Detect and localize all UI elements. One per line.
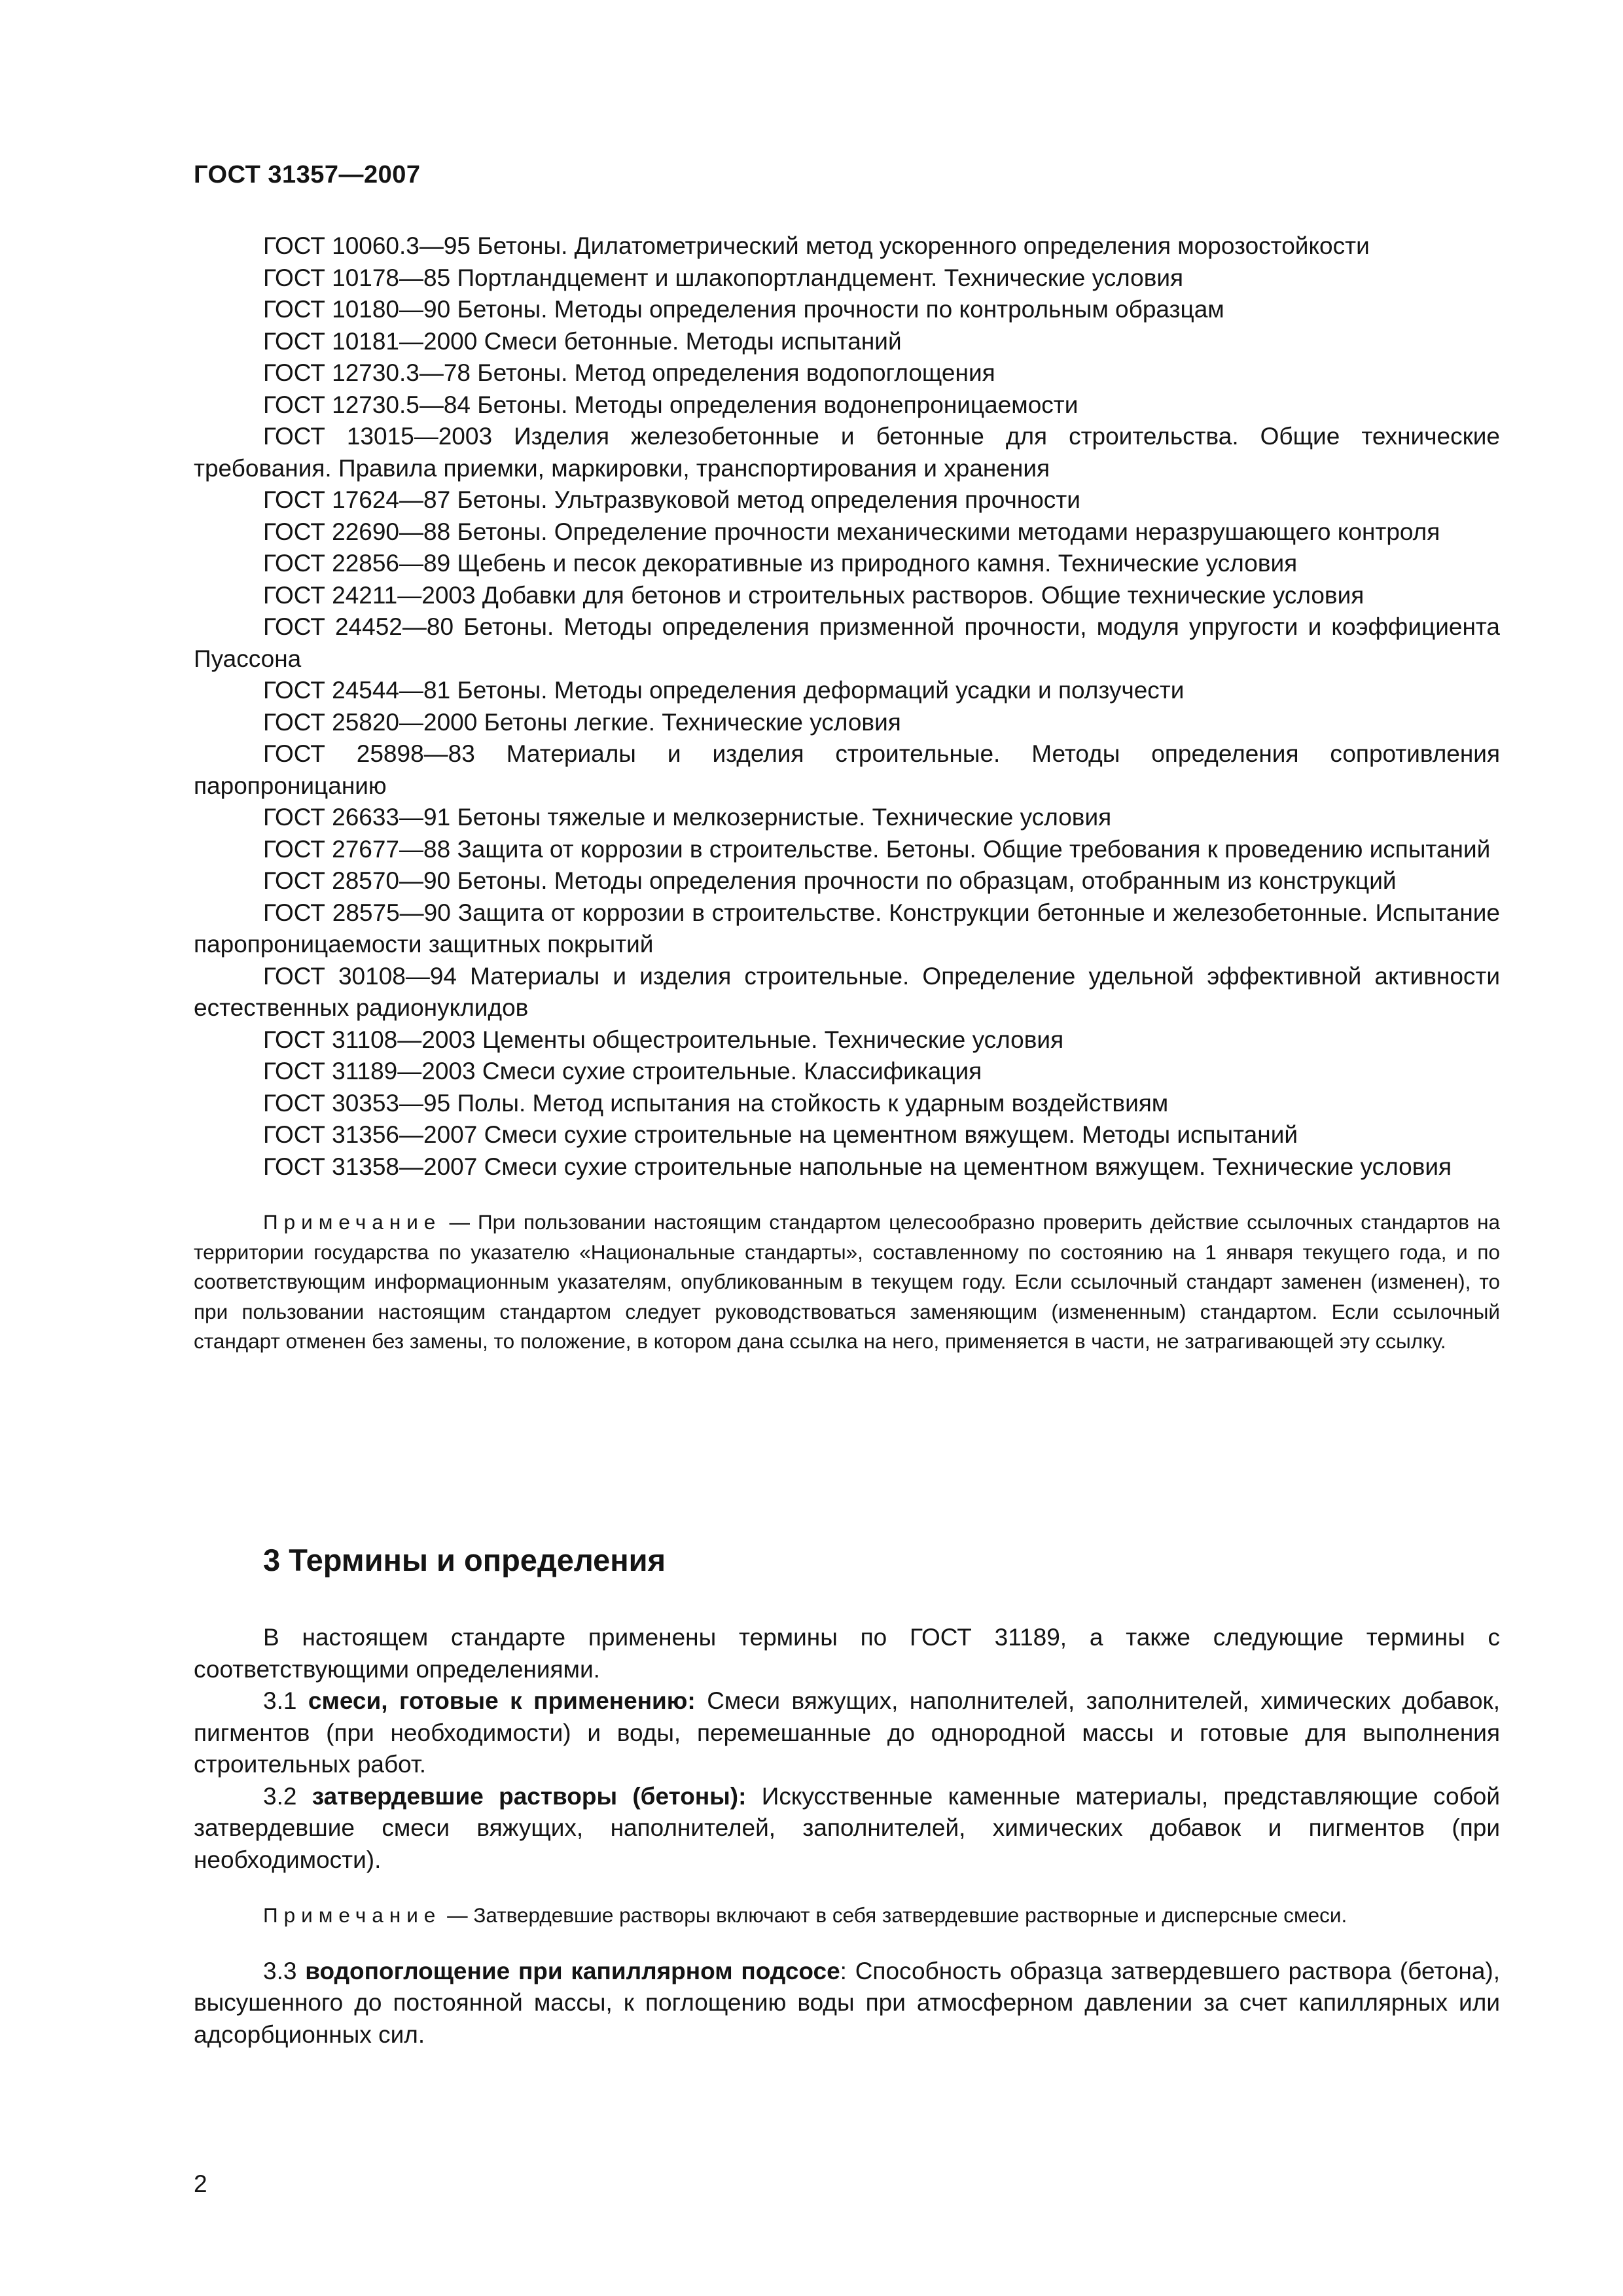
section-terms-body [194, 1622, 1500, 2051]
reference-item [194, 421, 1500, 484]
term-number: 3.3 [263, 1957, 297, 1984]
reference-code: ГОСТ 24211—2003 [263, 581, 476, 609]
normative-references-list [194, 230, 1500, 1357]
reference-item [194, 865, 1500, 897]
reference-item [194, 548, 1500, 580]
reference-title: Изделия железобетонные и бетонные для строительства. Общие технические требования. Правила приемки, маркировки, транспортирования и хранения [194, 423, 1500, 482]
term-note [194, 1901, 1500, 1931]
reference-title: Смеси сухие строительные на цементном вяжущем. Методы испытаний [484, 1121, 1298, 1148]
reference-title: Бетоны. Методы определения прочности по контрольным образцам [457, 296, 1224, 323]
reference-code: ГОСТ 25820—2000 [263, 708, 478, 736]
page-number: 2 [194, 2170, 207, 2197]
reference-title: Защита от коррозии в строительстве. Бетоны. Общие требования к проведению испытаний [457, 835, 1491, 863]
reference-code: ГОСТ 10180—90 [263, 296, 451, 323]
note-text: — Затвердевшие растворы включают в себя затвердевшие растворные и дисперсные смеси. [447, 1903, 1347, 1927]
reference-item [194, 357, 1500, 389]
term-definition [194, 1685, 1500, 1781]
reference-code: ГОСТ 25898—83 [263, 740, 475, 767]
term-text: : Способность образца затвердевшего раствора (бетона), высушенного до постоянной массы, к поглощению воды при атмосферном давлении за счет капиллярных или адсорбционных сил. [194, 1957, 1501, 2048]
reference-code: ГОСТ 13015—2003 [263, 423, 493, 450]
term-definition [194, 1956, 1500, 2051]
reference-title: Смеси сухие строительные. Классификация [482, 1058, 982, 1085]
term-definition [194, 1781, 1500, 1876]
reference-item [194, 1151, 1500, 1183]
reference-title: Смеси сухие строительные напольные на цементном вяжущем. Технические условия [484, 1153, 1452, 1180]
reference-title: Портландцемент и шлакопортландцемент. Технические условия [457, 264, 1184, 291]
term-name: затвердевшие растворы (бетоны): [312, 1782, 747, 1810]
reference-title: Бетоны легкие. Технические условия [484, 708, 901, 736]
section-intro: В настоящем стандарте применены термины по ГОСТ 31189, а также следующие термины с соответствующими определениями. [194, 1624, 1500, 1683]
reference-code: ГОСТ 17624—87 [263, 486, 451, 513]
references-note [194, 1208, 1500, 1357]
reference-item [194, 611, 1500, 675]
reference-item [194, 961, 1500, 1024]
reference-code: ГОСТ 31108—2003 [263, 1026, 476, 1053]
term-number: 3.2 [263, 1782, 297, 1810]
reference-item [194, 389, 1500, 422]
reference-title: Бетоны. Ультразвуковой метод определения прочности [457, 486, 1080, 513]
reference-code: ГОСТ 27677—88 [263, 835, 451, 863]
note-label: Примечание [263, 1903, 442, 1927]
reference-title: Защита от коррозии в строительстве. Конструкции бетонные и железобетонные. Испытание паропроницаемости защитных покрытий [194, 899, 1501, 958]
reference-item [194, 834, 1500, 866]
reference-title: Бетоны. Метод определения водопоглощения [477, 359, 995, 386]
reference-item [194, 802, 1500, 834]
reference-code: ГОСТ 26633—91 [263, 804, 451, 831]
reference-code: ГОСТ 10060.3—95 [263, 232, 471, 259]
reference-code: ГОСТ 28575—90 [263, 899, 451, 926]
reference-item [194, 326, 1500, 358]
reference-code: ГОСТ 31358—2007 [263, 1153, 478, 1180]
reference-item [194, 707, 1500, 739]
reference-item [194, 294, 1500, 326]
reference-code: ГОСТ 24544—81 [263, 677, 451, 704]
reference-code: ГОСТ 30353—95 [263, 1089, 451, 1117]
reference-title: Бетоны. Методы определения водонепроницаемости [477, 391, 1079, 418]
reference-item [194, 262, 1500, 295]
reference-title: Бетоны. Дилатометрический метод ускоренного определения морозостойкости [477, 232, 1370, 259]
reference-title: Бетоны. Методы определения деформаций усадки и ползучести [457, 677, 1185, 704]
reference-code: ГОСТ 10181—2000 [263, 327, 478, 355]
document-code-header: ГОСТ 31357—2007 [194, 161, 421, 188]
reference-code: ГОСТ 28570—90 [263, 867, 451, 894]
reference-item [194, 1056, 1500, 1088]
reference-title: Бетоны. Методы определения прочности по образцам, отобранным из конструкций [457, 867, 1397, 894]
reference-code: ГОСТ 12730.5—84 [263, 391, 471, 418]
reference-item [194, 1024, 1500, 1056]
reference-title: Цементы общестроительные. Технические условия [482, 1026, 1064, 1053]
note-text: — При пользовании настоящим стандартом целесообразно проверить действие ссылочных стандартов на территории государства по указателю «Национальные стандарты», составленному по состоянию на 1 января текущего года, и по соответствующим информационным указателям, опубликованным в текущем году. Если ссылочный стандарт заменен (изменен), то при пользовании настоящим стандартом следует руководствоваться заменяющим (измененным) стандартом. Если ссылочный стандарт отменен без замены, то положение, в котором дана ссылка на него, применяется в части, не затрагивающей эту ссылку. [194, 1210, 1500, 1353]
reference-title: Щебень и песок декоративные из природного камня. Технические условия [457, 550, 1298, 577]
term-name: водопоглощение при капиллярном подсосе [305, 1957, 840, 1984]
reference-item [194, 230, 1500, 262]
reference-code: ГОСТ 24452—80 [263, 613, 454, 640]
reference-item [194, 1088, 1500, 1120]
reference-title: Материалы и изделия строительные. Методы определения сопротивления паропроницанию [194, 740, 1501, 799]
reference-title: Материалы и изделия строительные. Определение удельной эффективной активности естественных радионуклидов [194, 962, 1501, 1021]
reference-item [194, 738, 1500, 802]
reference-code: ГОСТ 22856—89 [263, 550, 451, 577]
reference-title: Бетоны. Методы определения призменной прочности, модуля упругости и коэффициента Пуассона [194, 613, 1501, 672]
reference-title: Смеси бетонные. Методы испытаний [484, 327, 902, 355]
reference-title: Бетоны тяжелые и мелкозернистые. Технические условия [457, 804, 1112, 831]
reference-item [194, 580, 1500, 612]
reference-code: ГОСТ 22690—88 [263, 518, 451, 545]
section-heading-terms: 3 Термины и определения [263, 1543, 666, 1577]
reference-item [194, 484, 1500, 516]
reference-item [194, 516, 1500, 548]
reference-code: ГОСТ 30108—94 [263, 962, 457, 990]
term-text: Смеси вяжущих, наполнителей, заполнителей, химических добавок, пигментов (при необходимости) и воды, перемешанные до однородной массы и готовые для выполнения строительных работ. [194, 1687, 1501, 1778]
reference-code: ГОСТ 12730.3—78 [263, 359, 471, 386]
reference-code: ГОСТ 31189—2003 [263, 1058, 476, 1085]
reference-title: Полы. Метод испытания на стойкость к ударным воздействиям [457, 1089, 1169, 1117]
reference-title: Добавки для бетонов и строительных растворов. Общие технические условия [482, 581, 1364, 609]
reference-item [194, 1119, 1500, 1151]
reference-code: ГОСТ 10178—85 [263, 264, 451, 291]
term-name: смеси, готовые к применению: [308, 1687, 696, 1714]
reference-item [194, 897, 1500, 961]
term-text: Искусственные каменные материалы, представляющие собой затвердевшие смеси вяжущих, наполнителей, заполнителей, химических добавок и пигментов (при необходимости). [194, 1782, 1501, 1873]
term-number: 3.1 [263, 1687, 297, 1714]
reference-item [194, 675, 1500, 707]
reference-code: ГОСТ 31356—2007 [263, 1121, 478, 1148]
reference-title: Бетоны. Определение прочности механическими методами неразрушающего контроля [457, 518, 1440, 545]
note-label: Примечание [263, 1210, 442, 1234]
